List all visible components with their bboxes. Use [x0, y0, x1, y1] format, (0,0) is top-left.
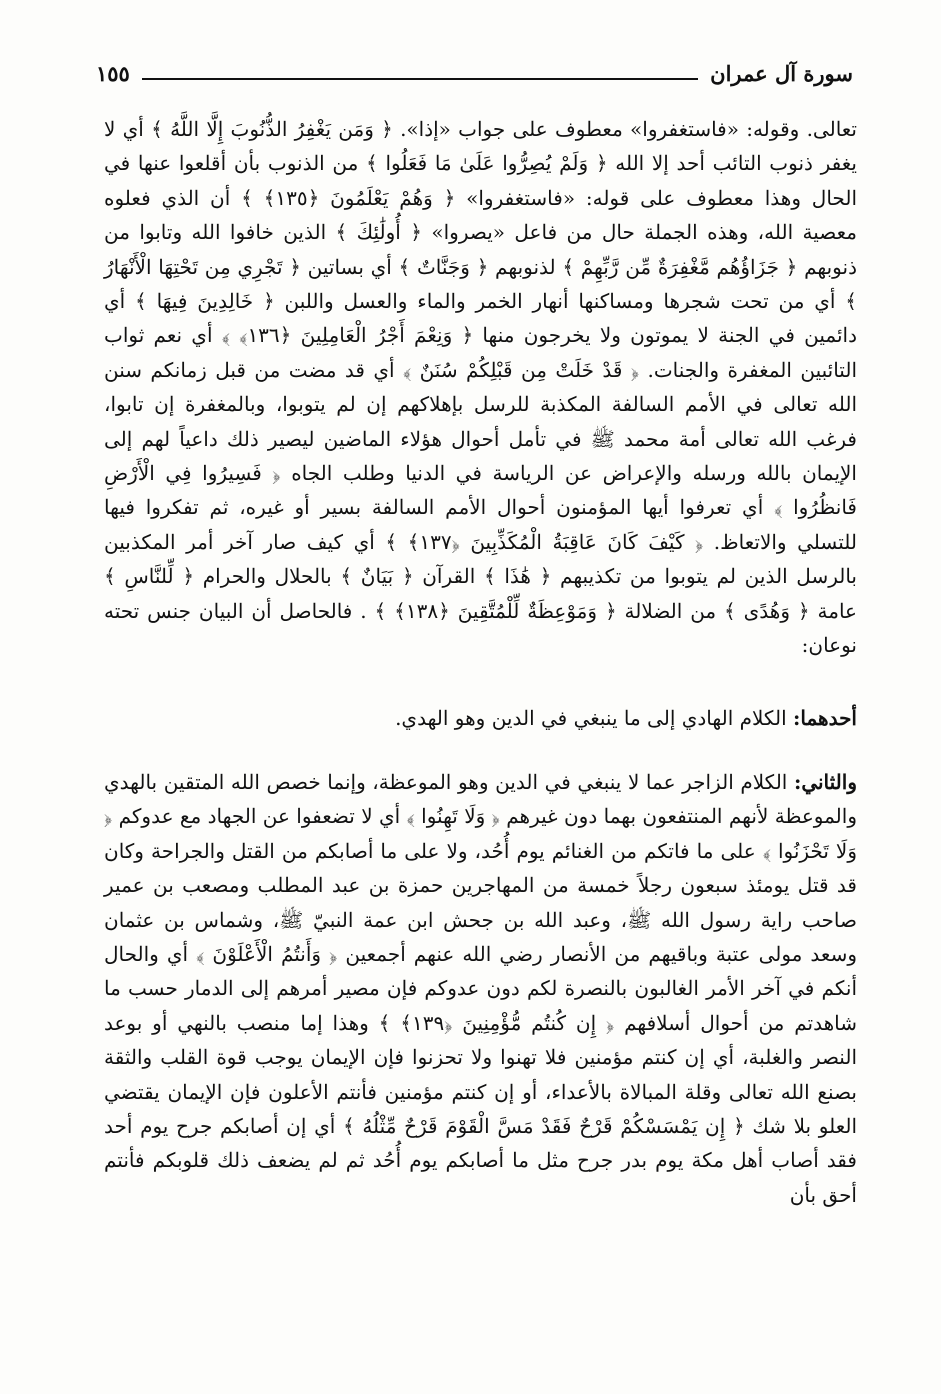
surah-title: سورة آل عمران: [710, 61, 853, 86]
page-header: [96, 52, 853, 88]
paragraph-1-text: تعالى. وقوله: «فاستغفروا» معطوف على جواب «إذا». ﴿ وَمَن يَغْفِرُ الذُّنُوبَ إِلَّا اللَّهُ ﴾ أي لا يغفر ذنوب التائب أحد إلا الله ﴿ وَلَمْ يُصِرُّوا عَلَىٰ مَا فَعَلُوا ﴾ من الذنوب بأن أقلعوا عنها في الحال وهذا معطوف على قوله: «فاستغفروا» ﴿ وَهُمْ يَعْلَمُونَ ﴿١٣٥﴾ ﴾ أن الذي فعلوه معصية الله، وهذه الجملة حال من فاعل «يصروا» ﴿ أُولَٰئِكَ ﴾ الذين خافوا الله وتابوا من ذنوبهم ﴿ جَزَاؤُهُم مَّغْفِرَةٌ مِّن رَّبِّهِمْ ﴾ لذنوبهم ﴿ وَجَنَّاتٌ ﴾ أي بساتين ﴿ تَجْرِي مِن تَحْتِهَا الْأَنْهَارُ ﴾ أي من تحت شجرها ومساكنها أنهار الخمر والماء والعسل واللبن ﴿ خَالِدِينَ فِيهَا ﴾ أي دائمين في الجنة لا يموتون ولا يخرجون منها ﴿ وَنِعْمَ أَجْرُ الْعَامِلِينَ ﴿١٣٦﴾ ﴾ أي نعم ثواب التائبين المغفرة والجنات. ﴿ قَدْ خَلَتْ مِن قَبْلِكُمْ سُنَنٌ ﴾ أي قد مضت من قبل زمانكم سنن الله تعالى في الأمم السالفة المكذبة للرسل بإهلاكهم إن لم يتوبوا، وبالمغفرة إن تابوا، فرغب الله تعالى أمة محمد ﷺ في تأمل أحوال هؤلاء الماضين ليصير ذلك داعياً لهم إلى الإيمان بالله ورسله والإعراض عن الرياسة في الدنيا وطلب الجاه ﴿ فَسِيرُوا فِي الْأَرْضِ فَانظُرُوا ﴾ أي تعرفوا أيها المؤمنون أحوال الأمم السالفة بسير أو غيره، ثم تفكروا فيها للتسلي والاتعاظ. ﴿ كَيْفَ كَانَ عَاقِبَةُ الْمُكَذِّبِينَ ﴿١٣٧﴾ ﴾ أي كيف صار آخر أمر المكذبين بالرسل الذين لم يتوبوا من تكذيبهم ﴿ هَٰذَا ﴾ القرآن ﴿ بَيَانٌ ﴾ بالحلال والحرام ﴿ لِّلنَّاسِ ﴾ عامة ﴿ وَهُدًى ﴾ من الضلالة ﴿ وَمَوْعِظَةٌ لِّلْمُتَّقِينَ ﴿١٣٨﴾ ﴾ . فالحاصل أن البيان جنس تحته نوعان:: [104, 117, 858, 658]
page-body: [104, 112, 857, 1212]
paragraph-3-text: الكلام الزاجر عما لا ينبغي في الدين وهو الموعظة، وإنما خصص الله المتقين بالهدي والموعظة لأنهم المنتفعون بهما دون غيرهم ﴿ وَلَا تَهِنُوا ﴾ أي لا تضعفوا عن الجهاد مع عدوكم ﴿ وَلَا تَحْزَنُوا ﴾ على ما فاتكم من الغنائم يوم أُحُد، ولا على ما أصابكم من القتل والجراحة وكان قد قتل يومئذ سبعون رجلاً خمسة من المهاجرين حمزة بن عبد المطلب ومصعب بن عمير صاحب راية رسول الله ﷺ، وعبد الله بن جحش ابن عمة النبيّ ﷺ، وشماس بن عثمان وسعد مولى عتبة وباقيهم من الأنصار رضي الله عنهم أجمعين ﴿ وَأَنتُمُ الْأَعْلَوْنَ ﴾ أي والحال أنكم في آخر الأمر الغالبون بالنصرة لكم دون عدوكم فإن مصير أمرهم إلى الدمار حسب ما شاهدتم من أحوال أسلافهم ﴿ إِن كُنتُم مُّؤْمِنِينَ ﴿١٣٩﴾ ﴾ وهذا إما منصب بالنهي أو بوعد النصر والغلبة، أي إن كنتم مؤمنين فلا تهنوا ولا تحزنوا فإن الإيمان يوجب قوة القلب والثقة بصنع الله تعالى وقلة المبالاة بالأعداء، أو إن كنتم مؤمنين فأنتم الأعلون فإن الإيمان يقتضي العلو بلا شك ﴿ إِن يَمْسَسْكُمْ قَرْحٌ فَقَدْ مَسَّ الْقَوْمَ قَرْحٌ مِّثْلُهُ ﴾ أي إن أصابكم جرح يوم أحد فقد أصاب أهل مكة يوم بدر جرح مثل ما أصابكم يوم أُحُد ثم لم يضعف ذلك قلوبكم فأنتم أحق بأن: [104, 769, 857, 1207]
paragraph-2-lead: أحدهما:: [792, 705, 857, 730]
paragraph-2: [104, 701, 857, 735]
paragraph-3-lead: والثاني:: [793, 769, 857, 794]
paragraph-3: [104, 765, 857, 1212]
header-rule: [142, 78, 698, 80]
page-number: ١٥٥: [96, 61, 130, 86]
paragraph-1: [104, 112, 857, 663]
paragraph-2-text: الكلام الهادي إلى ما ينبغي في الدين وهو الهدي.: [395, 705, 793, 730]
